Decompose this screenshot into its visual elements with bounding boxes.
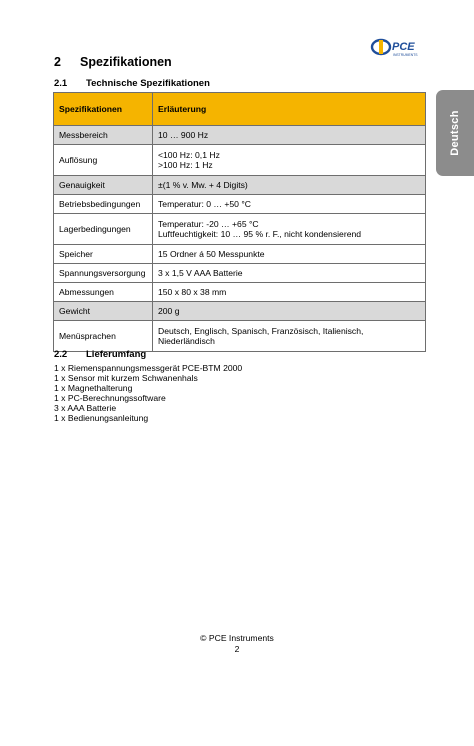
row-label: Lagerbedingungen [54, 214, 153, 245]
logo-text: PCE [392, 41, 415, 53]
subsection-heading-specs [54, 78, 210, 89]
table-row [54, 214, 426, 245]
delivery-list [54, 364, 242, 423]
logo-subtext: INSTRUMENTS [393, 53, 418, 57]
row-label: Abmessungen [54, 283, 153, 302]
list-item: 1 x Magnethalterung [54, 382, 133, 393]
pce-logo [370, 37, 436, 59]
table-row [54, 145, 426, 176]
list-item: 1 x PC-Berechnungssoftware [54, 392, 166, 403]
table-row [54, 321, 426, 352]
row-value: 150 x 80 x 38 mm [153, 283, 426, 302]
language-tab [436, 90, 474, 176]
table-row [54, 302, 426, 321]
row-label: Betriebsbedingungen [54, 195, 153, 214]
row-label: Genauigkeit [54, 176, 153, 195]
row-value: 200 g [153, 302, 426, 321]
table-row [54, 126, 426, 145]
section-number: 2 [54, 55, 61, 69]
table-header-spec: Spezifikationen [54, 93, 153, 126]
list-item: 3 x AAA Batterie [54, 402, 117, 413]
row-value: 15 Ordner á 50 Messpunkte [153, 245, 426, 264]
row-value: <100 Hz: 0,1 Hz >100 Hz: 1 Hz [153, 145, 426, 176]
row-label: Speicher [54, 245, 153, 264]
language-tab-label: Deutsch [449, 110, 461, 156]
list-item: 1 x Riemenspannungsmessgerät PCE-BTM 2000 [54, 363, 243, 373]
row-value: 10 … 900 Hz [153, 126, 426, 145]
table-row [54, 283, 426, 302]
subsection-number: 2.1 [54, 78, 68, 89]
row-label: Auflösung [54, 145, 153, 176]
table-row [54, 176, 426, 195]
row-label: Gewicht [54, 302, 153, 321]
list-item: 1 x Bedienungsanleitung [54, 412, 149, 423]
subsection-heading-delivery [54, 349, 146, 360]
subsection-title: Lieferumfang [86, 349, 147, 360]
subsection-number: 2.2 [54, 349, 68, 360]
table-row [54, 195, 426, 214]
subsection-title: Technische Spezifikationen [86, 78, 210, 89]
specifications-table [53, 92, 426, 352]
row-value: Deutsch, Englisch, Spanisch, Französisch, Italienisch, Niederländisch [153, 321, 426, 352]
row-label: Messbereich [54, 126, 153, 145]
row-value: Temperatur: 0 … +50 °C [153, 195, 426, 214]
row-label: Menüsprachen [54, 321, 153, 352]
footer-copyright: © PCE Instruments [200, 633, 274, 643]
section-title: Spezifikationen [80, 55, 172, 69]
table-row [54, 245, 426, 264]
row-value: 3 x 1,5 V AAA Batterie [153, 264, 426, 283]
table-header-explanation: Erläuterung [153, 93, 426, 126]
section-heading [54, 55, 172, 69]
page-number: 2 [234, 644, 240, 654]
row-value: ±(1 % v. Mw. + 4 Digits) [153, 176, 426, 195]
table-header-row [54, 93, 426, 126]
row-label: Spannungsversorgung [54, 264, 153, 283]
list-item: 1 x Sensor mit kurzem Schwanenhals [54, 372, 198, 383]
table-row [54, 264, 426, 283]
row-value: Temperatur: -20 … +65 °C Luftfeuchtigkeit: 10 … 95 % r. F., nicht kondensierend [153, 214, 426, 245]
